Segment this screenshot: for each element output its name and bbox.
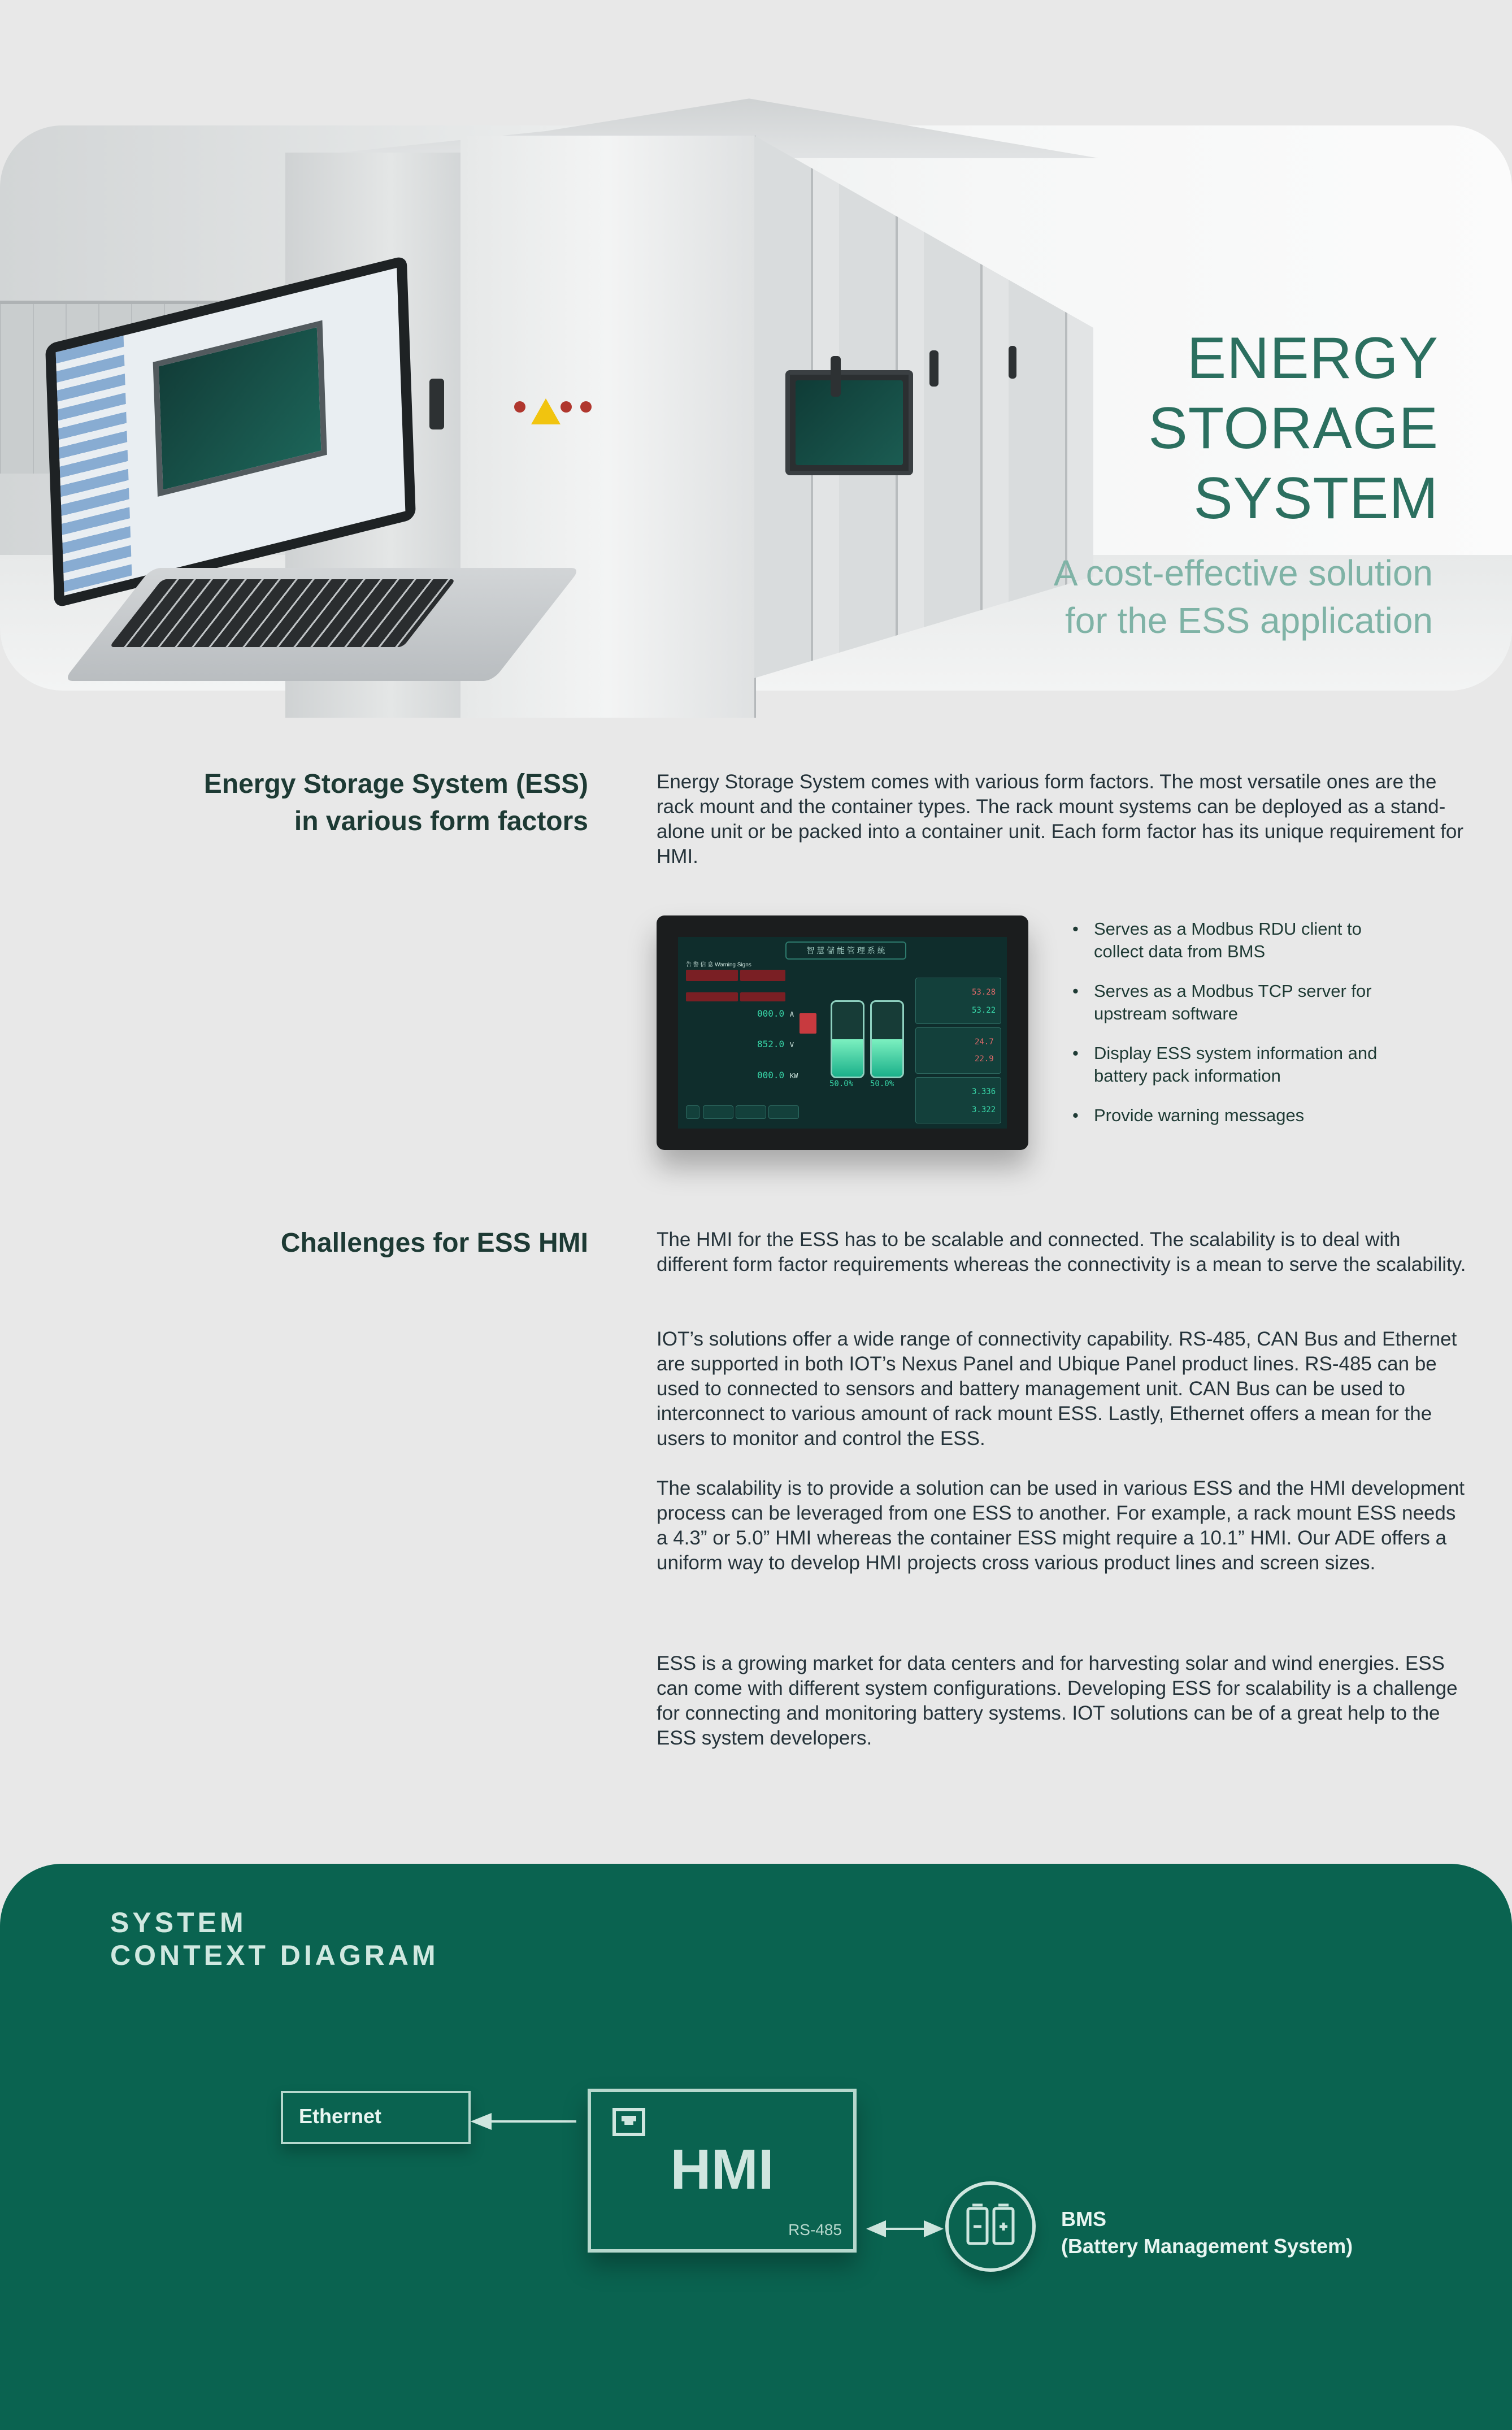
hmi-current-value [757,1008,794,1019]
hmi-voltage-panel [915,978,1001,1024]
indicator-light [561,401,572,413]
battery-pack-icon [945,2181,1036,2272]
hmi-value-text: 000.0 [757,1070,785,1081]
hero-title-line: ENERGY [1187,326,1439,391]
hero-subtitle [924,549,1433,644]
hmi-temperature-panel [915,1027,1001,1074]
hmi-power-value [757,1070,798,1081]
system-context-diagram [0,1864,1512,2430]
challenges-paragraph: The HMI for the ESS has to be scalable and connected. The scalability is to deal with different form factor requirements whereas the connectivity is a mean to serve the scalability. [657,1229,1466,1275]
hmi-warning-cell [740,992,785,1001]
rs485-label: RS-485 [788,2221,842,2238]
feature-item: • Serves as a Modbus RDU client to collect data from BMS [1068,918,1382,963]
feature-list [1068,918,1463,1144]
feature-item: • Display ESS system information and battery pack information [1068,1042,1388,1087]
hmi-box [588,2089,857,2253]
hmi-value-text: 852.0 [757,1039,785,1049]
warning-sign-icon [531,398,561,424]
laptop-keyboard [109,579,456,647]
hmi-value: 3.322 [972,1105,996,1114]
diagram-title-line: CONTEXT DIAGRAM [110,1939,439,1971]
hero-subtitle-line: for the ESS application [1065,600,1433,641]
hmi-nav-button [768,1105,799,1119]
form-factors-heading [204,766,588,840]
cabinet-hmi-panel [785,370,913,475]
rs485-arrow-head-right [925,2222,941,2236]
laptop-hmi-preview [153,320,327,497]
hmi-warning-cell [740,970,785,981]
hmi-value: 3.336 [972,1087,996,1096]
form-factors-body: Energy Storage System comes with various form factors. The most versatile ones are the rack mount and the container types. The rack mount systems can be deployed as a stand-alone unit or be packed into a container unit. Each form factor has its unique requirement for HMI. [657,771,1464,867]
hmi-unit: A [789,1010,794,1018]
hmi-unit: KW [789,1072,798,1080]
hero-title-line: SYSTEM [1193,466,1439,531]
ethernet-port-icon [612,2108,645,2136]
hero-title-line: STORAGE [1148,396,1439,461]
battery-fill [872,1039,902,1077]
hmi-device-screen [678,937,1007,1129]
hmi-warning-cell [686,970,738,981]
challenges-heading: Challenges for ESS HMI [280,1228,588,1258]
hmi-value: 53.22 [972,1006,996,1015]
feature-item: • Provide warning messages [1068,1104,1463,1127]
hero-title [1043,323,1439,533]
door-handle [831,356,841,397]
hmi-battery-right [870,1000,904,1078]
hmi-cell-voltage-panel [915,1077,1001,1123]
hmi-value-text: 000.0 [757,1008,785,1019]
hmi-label: HMI [670,2138,774,2201]
door-handle [929,350,939,387]
hmi-value: 22.9 [975,1055,994,1064]
hmi-nav-button [703,1105,733,1119]
ethernet-arrow-head [473,2115,490,2128]
indicator-light [580,401,592,413]
hmi-settings-icon [686,1105,699,1119]
challenges-paragraph: IOT’s solutions offer a wide range of connectivity capability. RS-485, CAN Bus and Ethernet are supported in both IOT’s Nexus Panel and Ubique Panel product lines. RS-485 can be used to connected to sensors and battery management unit. CAN Bus can be used to interconnect to various amount of rack mount ESS. Lastly, Ethernet offers a mean for the users to monitor and control the ESS. [657,1328,1457,1450]
hmi-screen-header: 智 慧 儲 能 管 理 系 統 [785,941,906,960]
hmi-warning-cell [686,992,738,1001]
rs485-arrow-head-left [869,2222,885,2236]
hmi-value: 24.7 [975,1038,994,1047]
laptop-toolbox [56,336,132,596]
hmi-nav-button [736,1105,766,1119]
hmi-alarm-badge [800,1013,816,1034]
indicator-light [514,401,525,413]
challenges-paragraph: ESS is a growing market for data centers and for harvesting solar and wind energies. ESS can come with different system configurations. Developing ESS for scalability is a challenge for connecting and monitoring battery systems. IOT solutions can be of a great help to the ESS system developers. [657,1652,1458,1749]
battery-fill [832,1039,863,1077]
bms-label [1061,2206,1353,2260]
feature-item: • Serves as a Modbus TCP server for upstream software [1068,980,1376,1025]
diagram-title-line: SYSTEM [110,1907,247,1938]
hmi-unit: V [789,1041,794,1049]
hmi-voltage-value [757,1039,794,1049]
hmi-device-image [657,915,1028,1150]
hmi-battery-left [831,1000,864,1078]
battery-pack-glyph [949,2185,1032,2268]
hmi-value: 53.28 [972,988,996,997]
bms-label-line: (Battery Management System) [1061,2234,1353,2258]
door-handle [1009,346,1016,379]
heading-line: Energy Storage System (ESS) [203,769,588,799]
challenges-paragraph: The scalability is to provide a solution can be used in various ESS and the HMI development process can be leveraged from one ESS to another. For example, a rack mount ESS needs a 4.3” or 5.0” HMI whereas the container ESS might require a 10.1” HMI. Our ADE offers a uniform way to develop HMI projects cross various product lines and screen sizes. [657,1477,1465,1574]
hmi-warning-label: 告 警 信 息 Warning Signs [686,962,751,968]
hmi-battery-right-percent: 50.0% [870,1079,894,1088]
heading-line: in various form factors [294,806,588,836]
door-handle [429,379,444,429]
hero-subtitle-line: A cost-effective solution [1053,553,1433,593]
hmi-battery-left-percent: 50.0% [829,1079,854,1088]
ethernet-label: Ethernet [299,2104,382,2128]
bms-label-line: BMS [1061,2207,1106,2231]
